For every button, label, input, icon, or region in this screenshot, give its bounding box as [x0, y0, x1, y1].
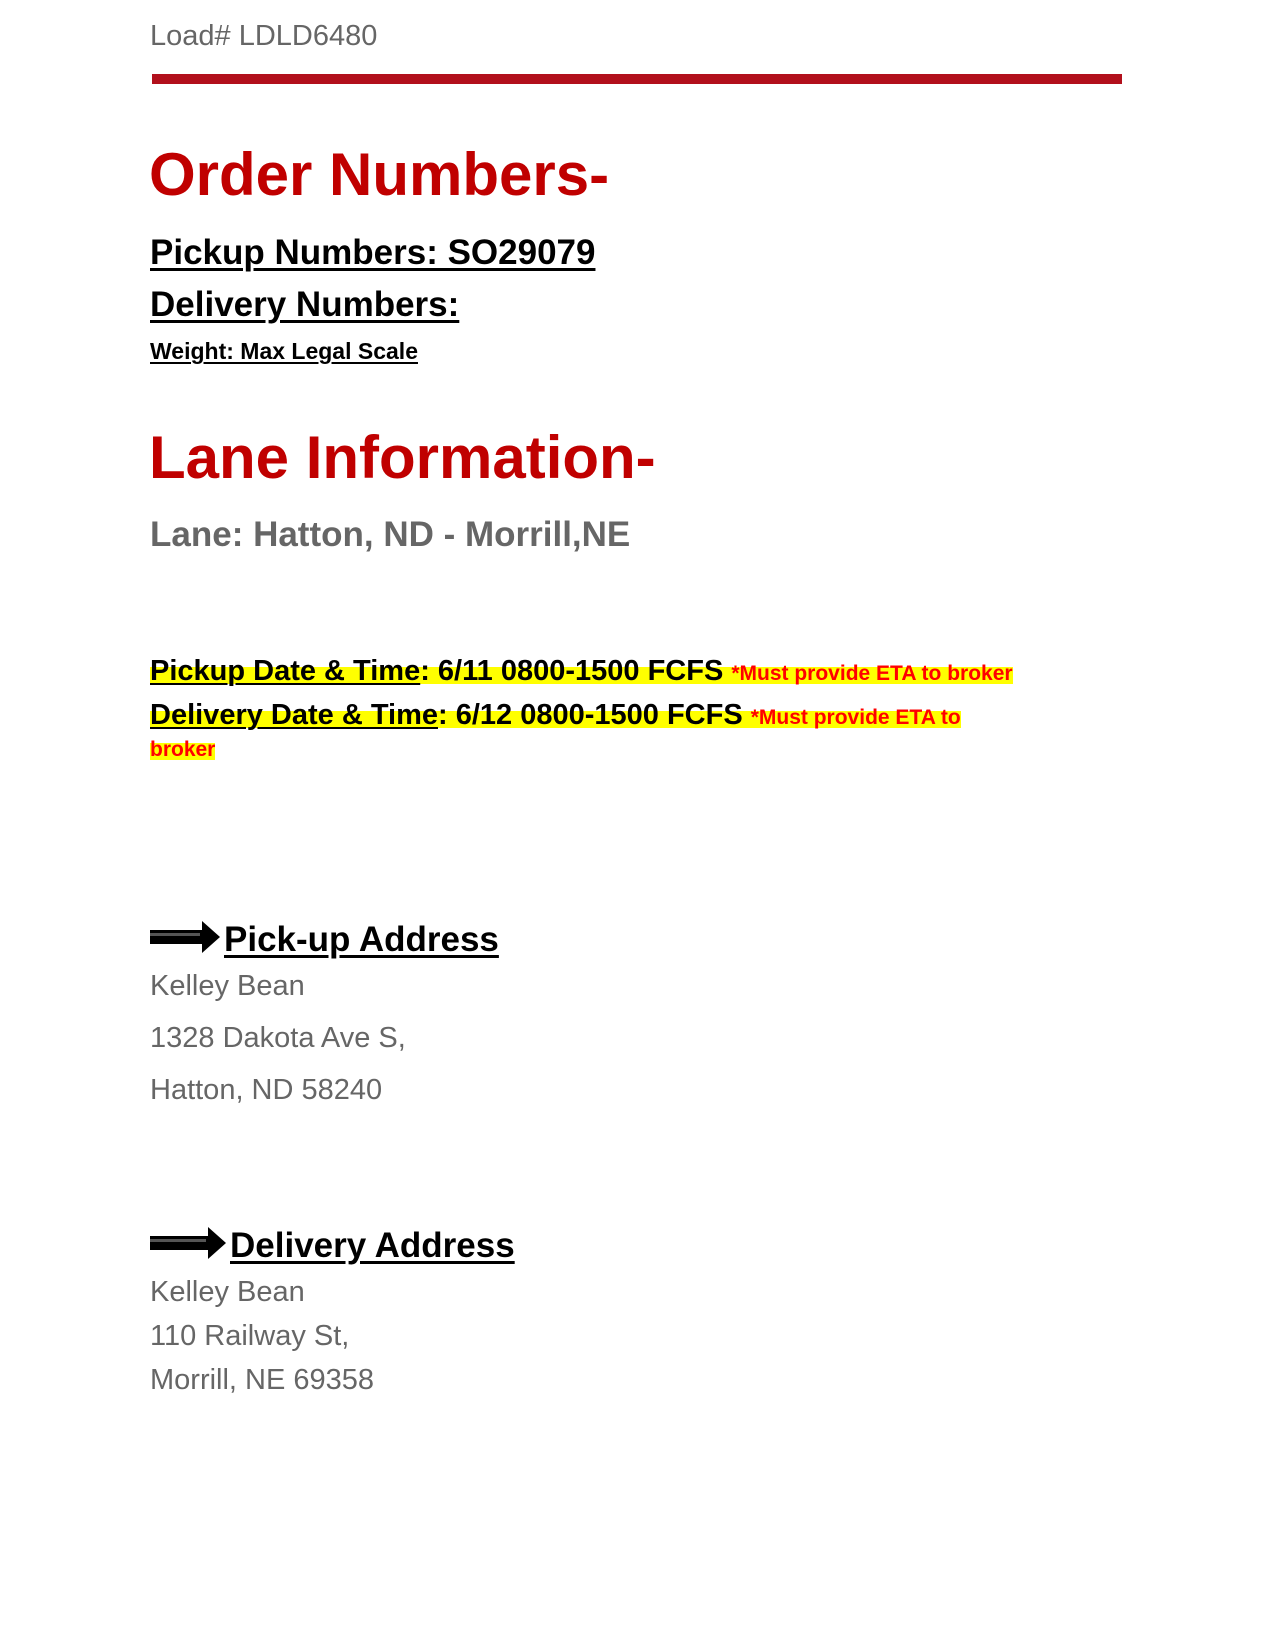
delivery-address-line: Morrill, NE 69358 [150, 1364, 375, 1396]
pickup-address-line: Hatton, ND 58240 [150, 1074, 383, 1106]
pickup-address-line: Kelley Bean [150, 970, 305, 1002]
pickup-numbers: Pickup Numbers: SO29079 [150, 233, 596, 272]
delivery-numbers: Delivery Numbers: [150, 285, 460, 324]
pickup-eta-note: *Must provide ETA to broker [731, 662, 1013, 685]
delivery-address-label: Delivery Address [230, 1226, 515, 1265]
load-number: Load# LDLD6480 [150, 20, 378, 52]
order-numbers-heading: Order Numbers- [149, 141, 610, 208]
delivery-date-time [150, 700, 1010, 767]
pickup-date-time [150, 655, 1013, 688]
weight: Weight: Max Legal Scale [150, 338, 418, 364]
delivery-date-time-label: Delivery Date & Time [150, 699, 438, 731]
pickup-address-heading [150, 920, 499, 960]
pickup-address-line: 1328 Dakota Ave S, [150, 1022, 406, 1054]
lane-information-heading: Lane Information- [149, 424, 656, 491]
pickup-address-label: Pick-up Address [224, 920, 499, 959]
right-arrow-icon [150, 920, 220, 954]
pickup-date-time-value: : 6/11 0800-1500 FCFS [420, 655, 732, 687]
delivery-address-heading [150, 1226, 515, 1266]
lane: Lane: Hatton, ND - Morrill,NE [150, 515, 631, 554]
delivery-address-line: Kelley Bean [150, 1276, 305, 1308]
delivery-date-time-value: : 6/12 0800-1500 FCFS [438, 699, 751, 731]
header-rule [152, 74, 1122, 84]
right-arrow-icon [150, 1226, 226, 1260]
delivery-eta-note: *Must provide ETA to broker [150, 706, 961, 761]
pickup-date-time-label: Pickup Date & Time [150, 655, 421, 687]
delivery-address-line: 110 Railway St, [150, 1320, 350, 1352]
